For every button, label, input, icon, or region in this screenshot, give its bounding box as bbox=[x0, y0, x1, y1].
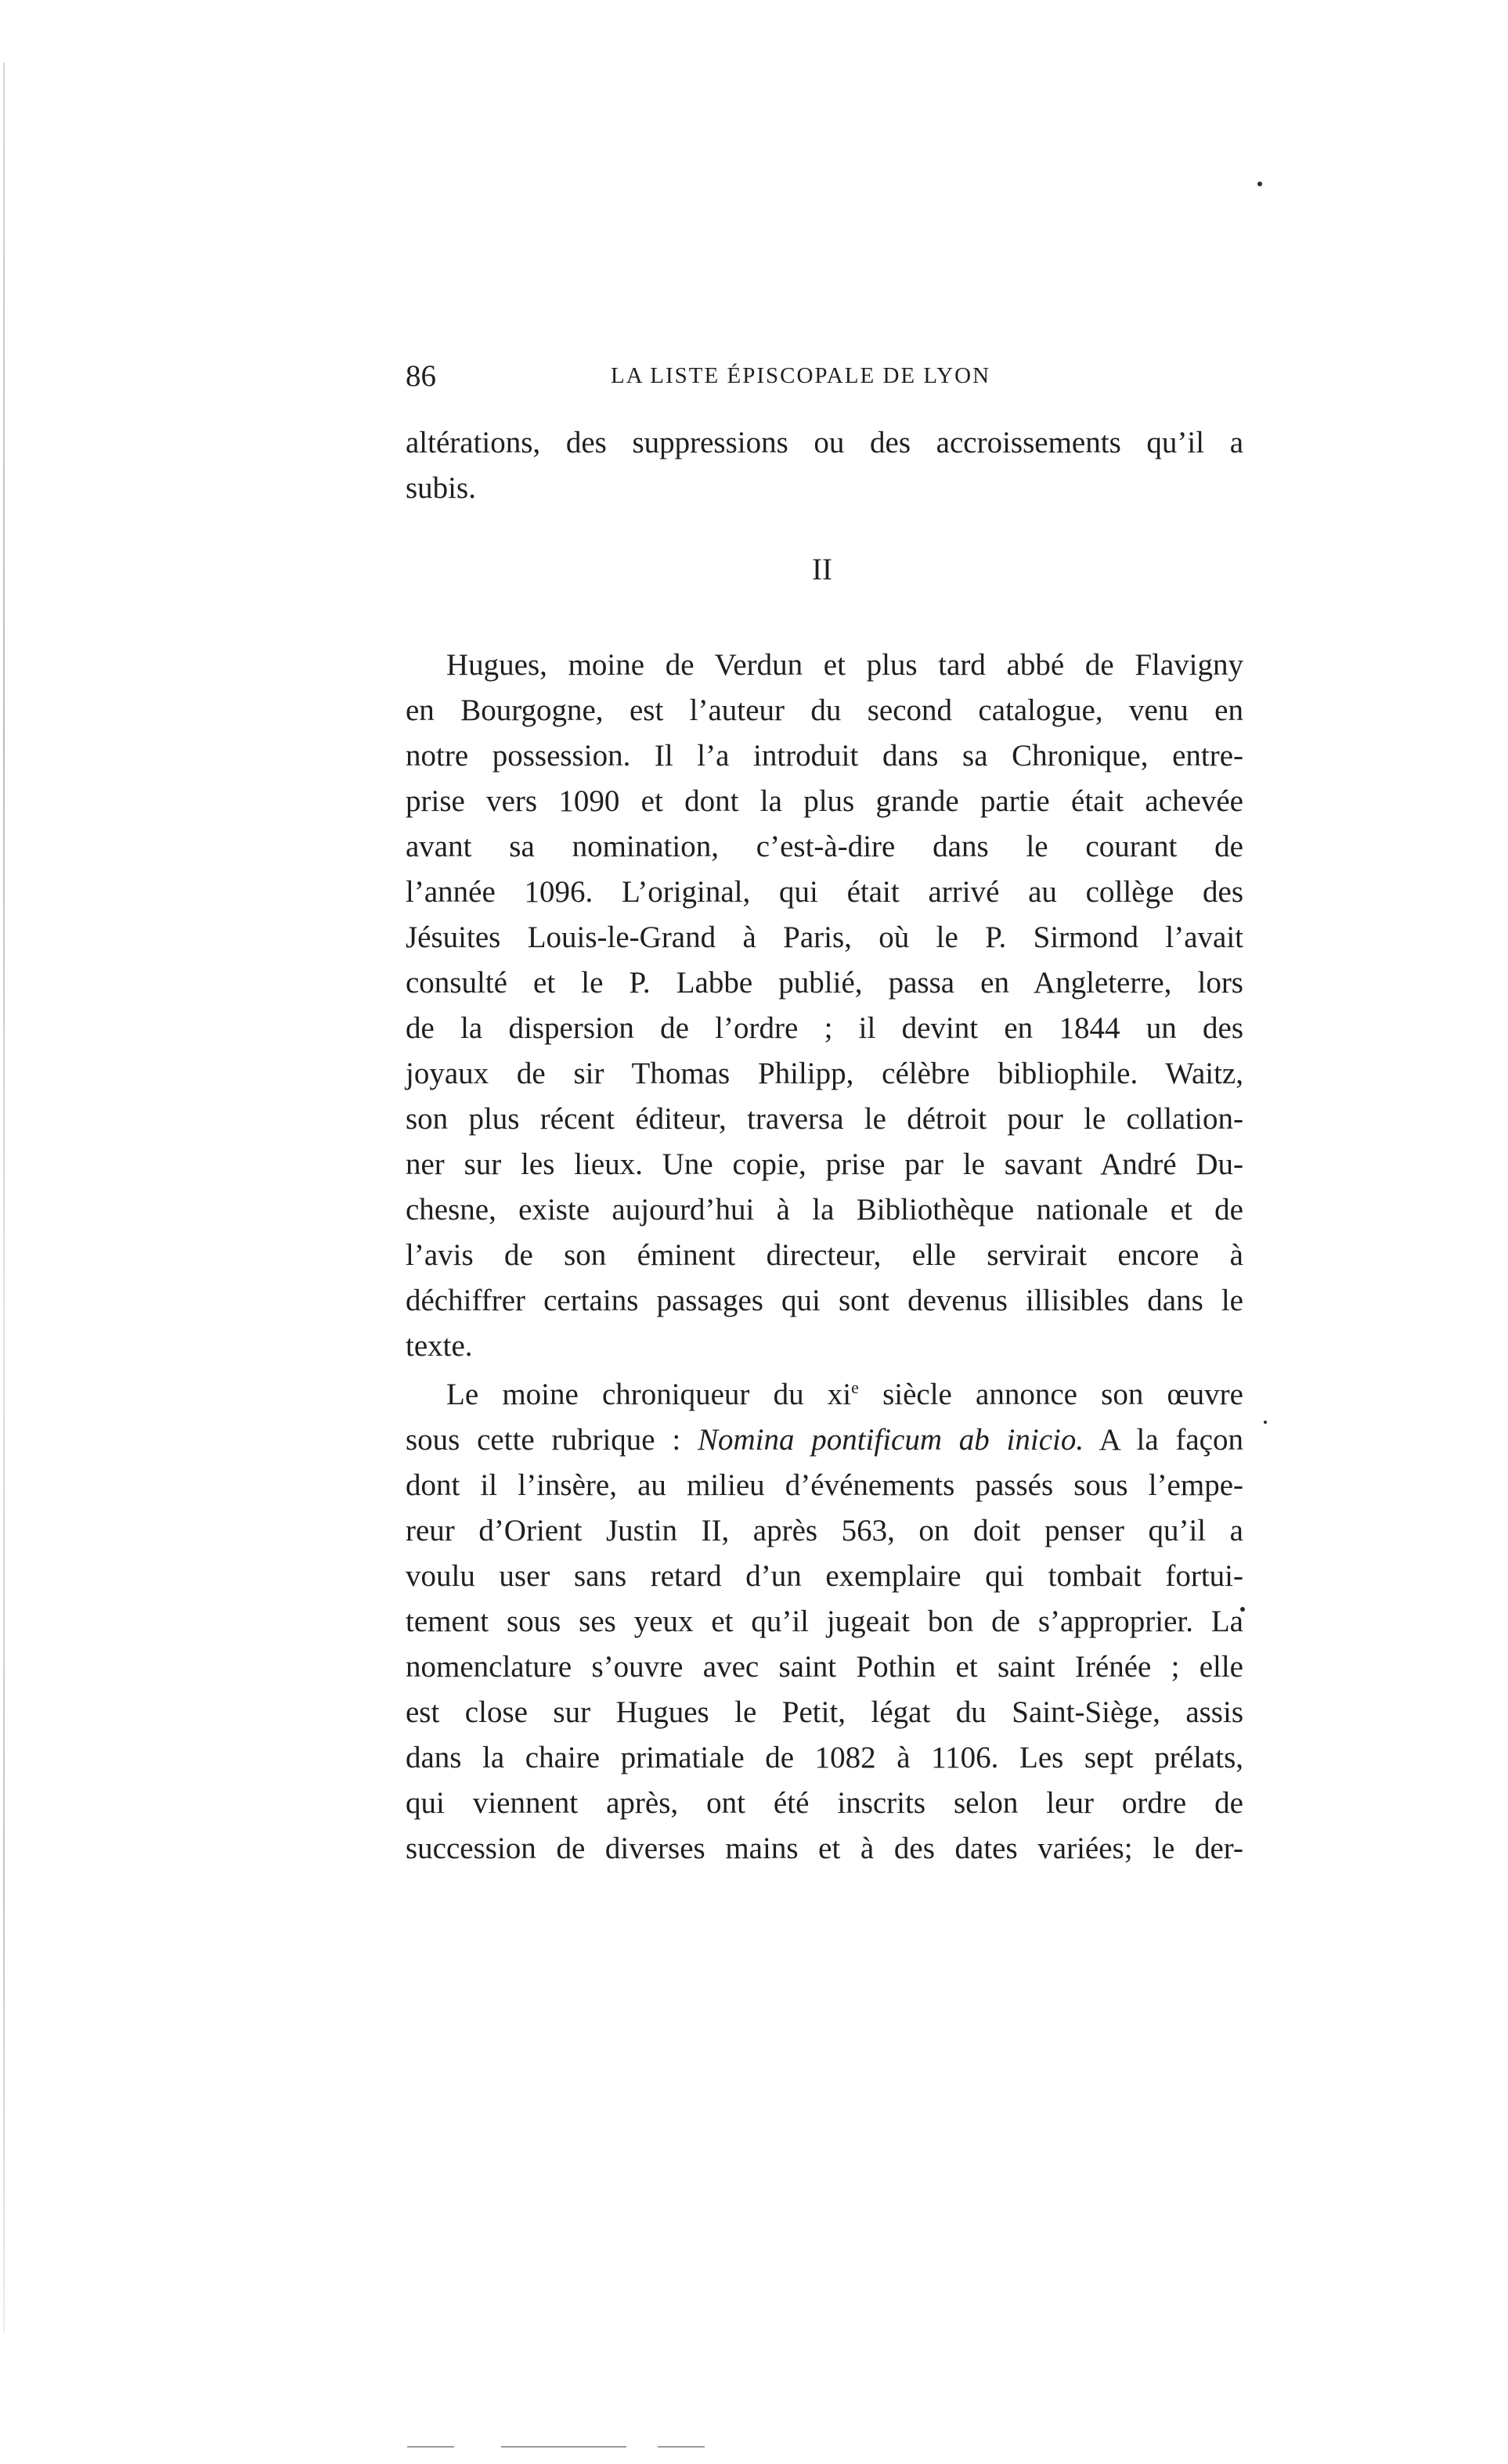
text-line: dans la chaire primatiale de 1082 à 1106. Les sept prélats, bbox=[406, 1741, 1243, 1774]
text-line: nomenclature s’ouvre avec saint Pothin et saint Irénée ; elle bbox=[406, 1650, 1243, 1684]
page-header bbox=[406, 358, 1243, 398]
text-line: qui viennent après, ont été inscrits selon leur ordre de bbox=[406, 1786, 1243, 1820]
text-line: prise vers 1090 et dont la plus grande partie était achevée bbox=[406, 784, 1243, 818]
text-line: notre possession. Il l’a introduit dans sa Chronique, entre- bbox=[406, 739, 1243, 773]
text-line: succession de diverses mains et à des dates variées; le der- bbox=[406, 1832, 1243, 1865]
scan-bottom-mark bbox=[407, 2446, 454, 2448]
text-line: joyaux de sir Thomas Philipp, célèbre bibliophile. Waitz, bbox=[406, 1057, 1243, 1090]
superscript: e bbox=[851, 1378, 859, 1397]
text-segment: siècle annonce son œuvre bbox=[858, 1378, 1243, 1411]
text-line: en Bourgogne, est l’auteur du second catalogue, venu en bbox=[406, 693, 1243, 727]
text-line: déchiffrer certains passages qui sont devenus illisibles dans le bbox=[406, 1284, 1243, 1317]
text-line: son plus récent éditeur, traversa le détroit pour le collation- bbox=[406, 1102, 1243, 1136]
text-segment: Le moine chroniqueur du xi bbox=[446, 1378, 852, 1411]
italic-rubric: Nomina pontificum ab inicio. bbox=[697, 1423, 1084, 1457]
scan-binding-edge bbox=[3, 63, 5, 2333]
text-line-with-superscript bbox=[446, 1373, 1243, 1417]
text-line: de la dispersion de l’ordre ; il devint en 1844 un des bbox=[406, 1011, 1243, 1045]
text-line: chesne, existe aujourd’hui à la Bibliothèque nationale et de bbox=[406, 1193, 1243, 1227]
text-line: subis. bbox=[406, 471, 476, 505]
text-line: reur d’Orient Justin II, après 563, on doit penser qu’il a bbox=[406, 1514, 1243, 1547]
ink-speck bbox=[1257, 182, 1262, 186]
text-line: dont il l’insère, au milieu d’événements passés sous l’empe- bbox=[406, 1468, 1243, 1502]
text-line: est close sur Hugues le Petit, légat du Saint-Siège, assis bbox=[406, 1695, 1243, 1729]
text-line: avant sa nomination, c’est-à-dire dans le courant de bbox=[406, 830, 1243, 863]
scan-bottom-mark bbox=[501, 2446, 626, 2448]
ink-speck bbox=[1264, 1421, 1267, 1424]
text-line: Jésuites Louis-le-Grand à Paris, où le P. Sirmond l’avait bbox=[406, 920, 1243, 954]
text-line: l’année 1096. L’original, qui était arrivé au collège des bbox=[406, 875, 1243, 909]
text-line: altérations, des suppressions ou des accroissements qu’il a bbox=[406, 426, 1243, 459]
text-line: texte. bbox=[406, 1329, 473, 1363]
text-segment: sous cette rubrique : bbox=[406, 1423, 698, 1457]
text-line: ner sur les lieux. Une copie, prise par le savant André Du- bbox=[406, 1147, 1243, 1181]
text-line: consulté et le P. Labbe publié, passa en Angleterre, lors bbox=[406, 966, 1243, 1000]
scan-bottom-mark bbox=[658, 2446, 705, 2448]
page-number: 86 bbox=[406, 359, 436, 393]
section-heading: II bbox=[812, 553, 832, 586]
text-line-with-italic bbox=[406, 1418, 1243, 1462]
text-line: l’avis de son éminent directeur, elle servirait encore à bbox=[406, 1238, 1243, 1272]
text-line: Hugues, moine de Verdun et plus tard abbé de Flavigny bbox=[446, 648, 1243, 682]
running-title: LA LISTE ÉPISCOPALE DE LYON bbox=[611, 363, 991, 388]
text-line: tement sous ses yeux et qu’il jugeait bon de s’approprier. La bbox=[406, 1605, 1243, 1638]
text-segment: A la façon bbox=[1084, 1423, 1243, 1457]
text-line: voulu user sans retard d’un exemplaire qui tombait fortui- bbox=[406, 1559, 1243, 1593]
